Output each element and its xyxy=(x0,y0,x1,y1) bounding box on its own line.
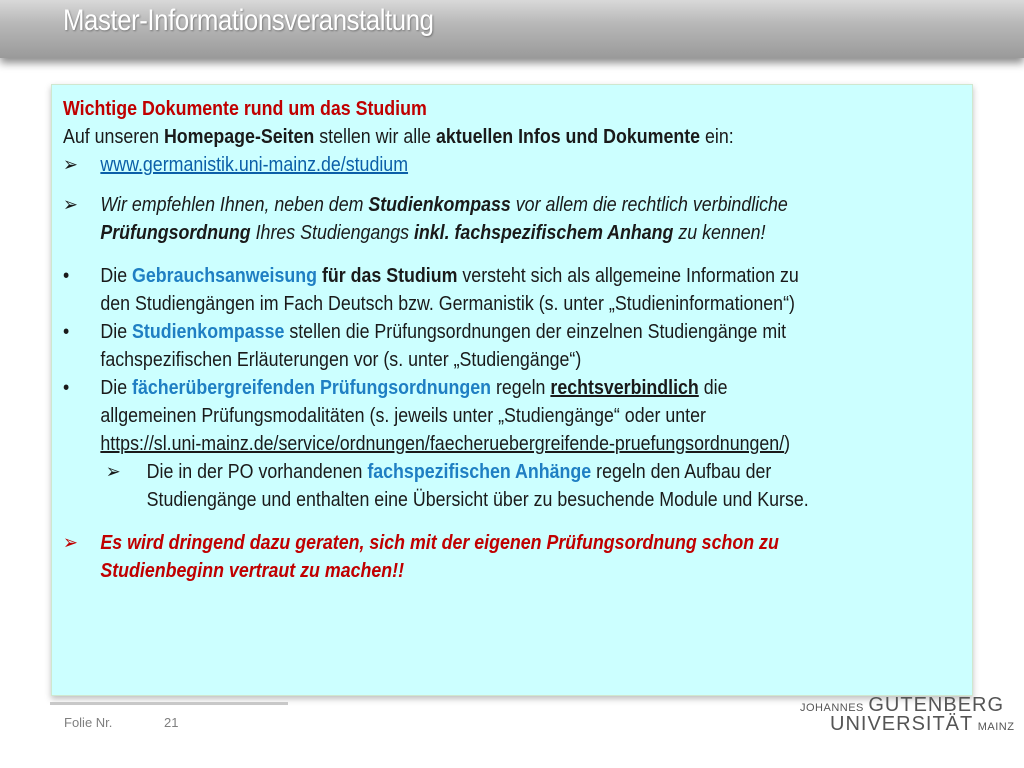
bullet-dot: • xyxy=(63,377,70,399)
bullet2-line-1: • Die Studienkompasse stellen die Prüfungsordnungen der einzelnen Studiengänge mit xyxy=(63,318,944,346)
sub-line-1: ➢ Die in der PO vorhandenen fachspezifischen Anhänge regeln den Aufbau der xyxy=(63,458,944,486)
title-bar xyxy=(0,0,1024,58)
bullet3-line-2: allgemeinen Prüfungsmodalitäten (s. jeweils unter „Studiengänge“ oder unter xyxy=(100,405,706,427)
arrow-bullet-icon: ➢ xyxy=(63,532,78,554)
slide-number: 21 xyxy=(164,715,179,730)
recommend-line-1: ➢ Wir empfehlen Ihnen, neben dem Studienkompass vor allem die rechtlich verbindliche xyxy=(63,191,944,219)
footer-divider xyxy=(50,702,288,705)
arrow-bullet-icon: ➢ xyxy=(63,194,78,216)
bullet3-line-1: • Die fächerübergreifenden Prüfungsordnungen regeln rechtsverbindlich die xyxy=(63,374,944,402)
slide-title: Master-Informationsveranstaltung xyxy=(63,4,434,37)
studium-link[interactable]: www.germanistik.uni-mainz.de/studium xyxy=(100,154,409,176)
intro-line: Auf unseren Homepage-Seiten stellen wir alle aktuellen Infos und Dokumente ein: xyxy=(63,126,734,148)
content-text xyxy=(63,95,944,585)
final-note-line-2: Studienbeginn vertraut zu machen!! xyxy=(100,560,405,582)
bullet3-line-3: https://sl.uni-mainz.de/service/ordnungen/faecheruebergreifende-pruefungsordnungen/) xyxy=(100,433,791,455)
pruefungsordnungen-link[interactable]: https://sl.uni-mainz.de/service/ordnungen/faecheruebergreifende-pruefungsordnungen/ xyxy=(100,433,785,455)
bullet1-line-1: • Die Gebrauchsanweisung für das Studium versteht sich als allgemeine Information zu xyxy=(63,262,944,290)
bullet-dot: • xyxy=(63,265,70,287)
bullet1-line-2: den Studiengängen im Fach Deutsch bzw. Germanistik (s. unter „Studieninformationen“) xyxy=(100,293,795,315)
bullet-dot: • xyxy=(63,321,70,343)
final-note-line-1: ➢ Es wird dringend dazu geraten, sich mit der eigenen Prüfungsordnung schon zu xyxy=(63,529,944,557)
university-logo: JOHANNES GUTENBERG UNIVERSITÄT MAINZ xyxy=(800,694,1015,735)
content-box xyxy=(51,84,973,696)
arrow-bullet-icon: ➢ xyxy=(105,461,121,483)
link-item xyxy=(63,151,944,179)
arrow-bullet-icon: ➢ xyxy=(63,154,78,176)
bullet2-line-2: fachspezifischen Erläuterungen vor (s. unter „Studiengänge“) xyxy=(100,349,582,371)
slide-number-label: Folie Nr. xyxy=(64,715,113,730)
section-heading: Wichtige Dokumente rund um das Studium xyxy=(63,98,427,120)
sub-line-2: Studiengänge und enthalten eine Übersicht über zu besuchende Module und Kurse. xyxy=(146,489,809,511)
recommend-line-2: Prüfungsordnung Ihres Studiengangs inkl. fachspezifischem Anhang zu kennen! xyxy=(100,222,766,244)
